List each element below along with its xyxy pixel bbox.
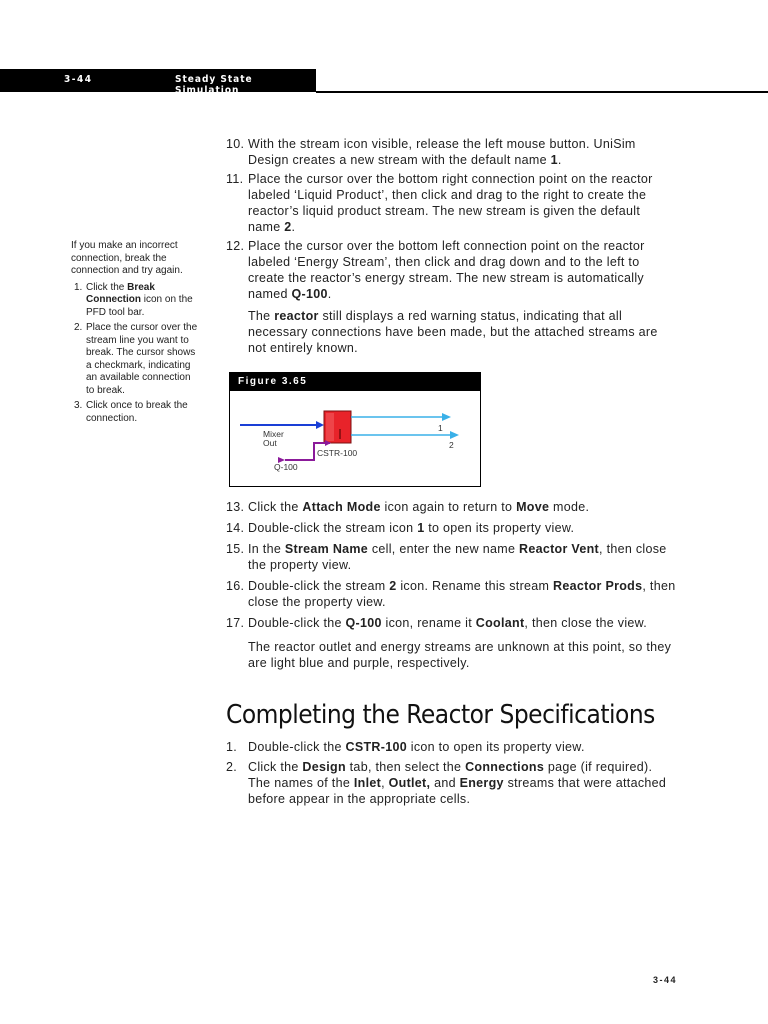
mixer-label-line1: Mixer bbox=[263, 429, 284, 439]
step-number: 14. bbox=[226, 521, 245, 535]
footer-page-number: 3-44 bbox=[653, 975, 678, 985]
step-13 bbox=[226, 499, 676, 515]
sidebar-item-text: Place the cursor over the stream line you want to break. The cursor shows a checkmark, indicating an available connection to break. bbox=[86, 322, 198, 396]
step-number: 12. bbox=[226, 239, 245, 253]
outlet-note: The reactor outlet and energy streams are unknown at this point, so they are light blue and purple, respectively. bbox=[248, 640, 672, 670]
step-17 bbox=[226, 615, 676, 631]
step-number: 1. bbox=[226, 740, 238, 754]
steps-section bbox=[226, 739, 676, 811]
step-number: 16. bbox=[226, 579, 245, 593]
energy-label: Q-100 bbox=[274, 462, 298, 472]
stream-1-arrow bbox=[442, 413, 451, 421]
stream-2-label: 2 bbox=[449, 440, 454, 450]
sidebar-item-number: 1. bbox=[74, 281, 83, 293]
step-10 bbox=[226, 136, 676, 168]
section-step-2 bbox=[226, 759, 676, 807]
step-text: Double-click the stream 2 icon. Rename this stream Reactor Prods, then close the property view. bbox=[248, 579, 676, 609]
step-11 bbox=[226, 171, 676, 235]
figure-3-65 bbox=[229, 372, 481, 487]
section-title: Completing the Reactor Specifications bbox=[226, 700, 655, 730]
header-title: Steady State Simulation bbox=[175, 74, 253, 96]
sidebar-item-text: Click the Break Connection icon on the PFD tool bar. bbox=[86, 281, 193, 318]
sidebar-note bbox=[71, 240, 199, 428]
sidebar-item-text: Click once to break the connection. bbox=[86, 400, 188, 424]
sidebar-item bbox=[71, 282, 199, 320]
step-text: Double-click the Q-100 icon, rename it Coolant, then close the view. bbox=[248, 616, 648, 630]
sidebar-intro: If you make an incorrect connection, break the connection and try again. bbox=[71, 240, 183, 276]
step-text: Click the Design tab, then select the Connections page (if required). The names of the Inlet, Outlet, and Energy streams that were attached before appear in the appropriate cells. bbox=[248, 760, 667, 806]
step-12 bbox=[226, 238, 676, 302]
step-text: With the stream icon visible, release the left mouse button. UniSim Design creates a new stream with the default name 1. bbox=[248, 137, 636, 167]
step-text: Click the Attach Mode icon again to return to Move mode. bbox=[248, 500, 590, 514]
header-page-number: 3-44 bbox=[64, 74, 93, 85]
section-step-1 bbox=[226, 739, 676, 755]
step-text: In the Stream Name cell, enter the new name Reactor Vent, then close the property view. bbox=[248, 542, 667, 572]
mixer-out-label bbox=[263, 429, 286, 448]
steps-bottom bbox=[226, 499, 676, 671]
mixer-label-line2: Out bbox=[263, 438, 277, 448]
step-15 bbox=[226, 541, 676, 573]
pfd-diagram bbox=[230, 391, 480, 486]
step-number: 10. bbox=[226, 137, 245, 151]
step-text: Place the cursor over the bottom left connection point on the reactor labeled ‘Energy Stream’, then click and drag down and to the left to create the reactor’s energy stream. The new stream is automatically named Q-100. bbox=[248, 239, 645, 301]
steps-top bbox=[226, 136, 676, 356]
step-number: 15. bbox=[226, 542, 245, 556]
stream-2-arrow bbox=[450, 431, 459, 439]
step-text: Place the cursor over the bottom right connection point on the reactor labeled ‘Liquid Product’, then click and drag to the right to create the reactor’s liquid product stream. The new stream is given the default name 2. bbox=[248, 172, 653, 234]
step-text: Double-click the CSTR-100 icon to open its property view. bbox=[248, 740, 585, 754]
header-rule bbox=[316, 91, 768, 93]
step-number: 11. bbox=[226, 172, 244, 186]
sidebar-item bbox=[71, 400, 199, 425]
stream-1-label: 1 bbox=[438, 423, 443, 433]
sidebar-item-number: 2. bbox=[74, 322, 83, 333]
step-number: 2. bbox=[226, 760, 238, 774]
reactor-note: The reactor still displays a red warning status, indicating that all necessary connections have been made, but the attached streams are not entirely known. bbox=[248, 309, 658, 355]
step-number: 13. bbox=[226, 500, 245, 514]
reactor-label: CSTR-100 bbox=[317, 448, 358, 458]
step-14 bbox=[226, 520, 676, 536]
figure-caption: Figure 3.65 bbox=[230, 373, 480, 391]
header-bar bbox=[0, 69, 316, 96]
sidebar-item-number: 3. bbox=[74, 400, 83, 411]
step-16 bbox=[226, 578, 676, 610]
sidebar-item bbox=[71, 322, 199, 397]
step-text: Double-click the stream icon 1 to open its property view. bbox=[248, 521, 575, 535]
step-number: 17. bbox=[226, 616, 245, 630]
inlet-stream-arrow bbox=[316, 421, 324, 429]
reactor-highlight bbox=[326, 413, 334, 441]
